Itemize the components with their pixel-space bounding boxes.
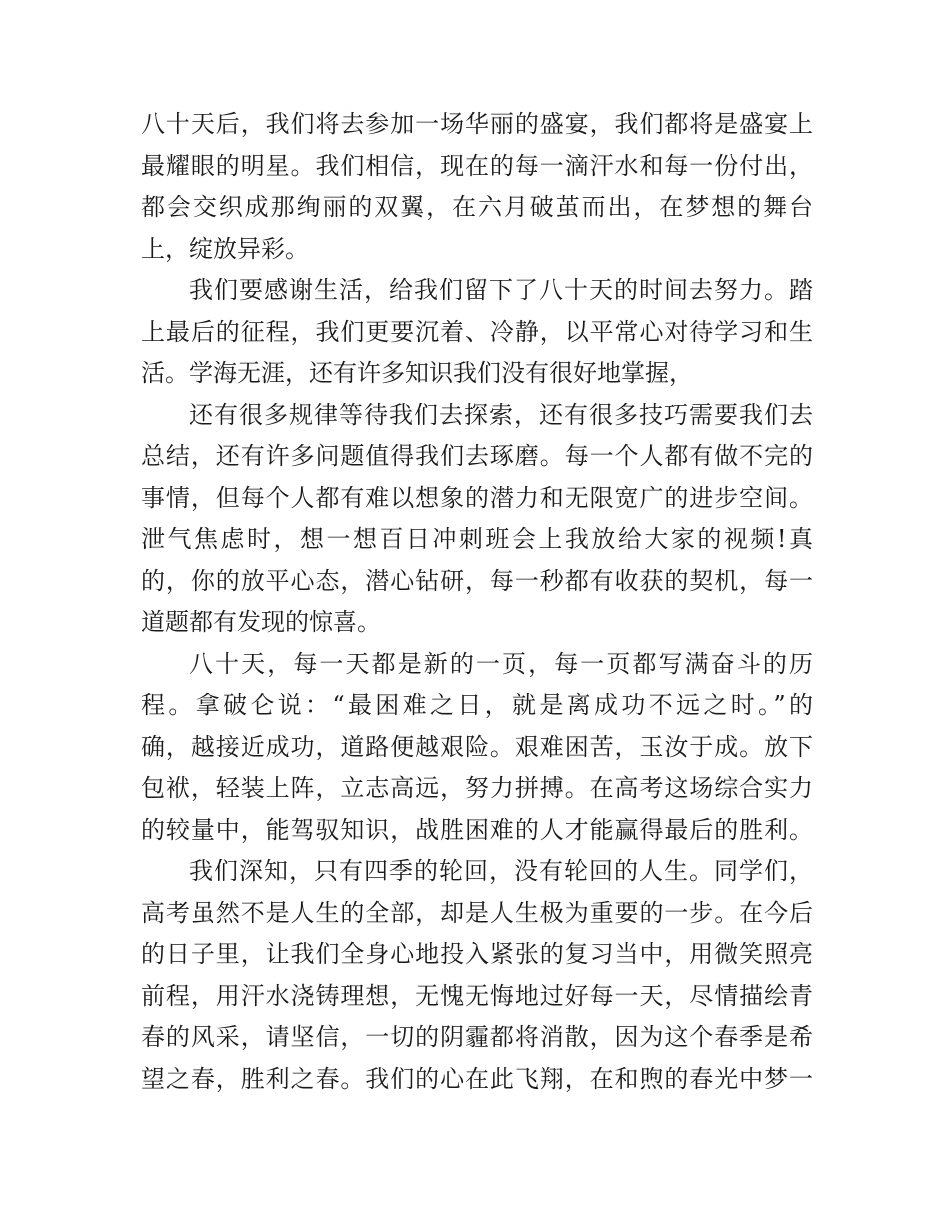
text-line: 的日子里，让我们全身心地投入紧张的复习当中，用微笑照亮 (141, 940, 813, 968)
text-line: 上最后的征程，我们更要沉着、冷静，以平常心对待学习和生 (141, 317, 813, 346)
document-body (141, 104, 813, 1100)
text-line: 春的风采，请坚信，一切的阴霾都将消散，因为这个春季是希 (141, 1023, 813, 1051)
text-line: 事情，但每个人都有难以想象的潜力和无限宽广的进步空间。 (141, 483, 813, 512)
text-line: 程。拿破仑说：“最困难之日，就是离成功不远之时。”的 (141, 691, 813, 719)
text-line: 泄气焦虑时，想一想百日冲刺班会上我放给大家的视频!真 (141, 525, 813, 553)
text-line: 高考虽然不是人生的全部，却是人生极为重要的一步。在今后 (141, 898, 813, 927)
text-line: 的较量中，能驾驭知识，战胜困难的人才能赢得最后的胜利。 (141, 815, 813, 844)
text-line: 道题都有发现的惊喜。 (141, 608, 381, 636)
text-line: 确，越接近成功，道路便越艰险。艰难困苦，玉汝于成。放下 (141, 732, 813, 761)
text-line: 八十天，每一天都是新的一页，每一页都写满奋斗的历 (189, 649, 813, 678)
text-line: 都会交织成那绚丽的双翼，在六月破茧而出，在梦想的舞台 (141, 193, 813, 221)
text-line: 前程，用汗水浇铸理想，无愧无悔地过好每一天，尽情描绘青 (141, 981, 813, 1010)
text-line: 望之春，胜利之春。我们的心在此飞翔，在和煦的春光中梦一 (141, 1064, 813, 1093)
text-line: 活。学海无涯，还有许多知识我们没有很好地掌握， (141, 359, 693, 387)
text-line: 包袱，轻装上阵，立志高远，努力拼搏。在高考这场综合实力 (141, 774, 813, 802)
text-line: 我们要感谢生活，给我们留下了八十天的时间去努力。踏 (189, 276, 813, 304)
text-line: 总结，还有许多问题值得我们去琢磨。每一个人都有做不完的 (141, 442, 813, 470)
text-line: 上，绽放异彩。 (141, 234, 309, 263)
text-line: 的，你的放平心态，潜心钻研，每一秒都有收获的契机，每一 (141, 566, 813, 595)
text-line: 我们深知，只有四季的轮回，没有轮回的人生。同学们， (189, 857, 813, 885)
text-line: 还有很多规律等待我们去探索，还有很多技巧需要我们去 (189, 400, 813, 429)
text-line: 最耀眼的明星。我们相信，现在的每一滴汗水和每一份付出， (141, 151, 813, 180)
text-line: 八十天后，我们将去参加一场华丽的盛宴，我们都将是盛宴上 (141, 110, 813, 138)
